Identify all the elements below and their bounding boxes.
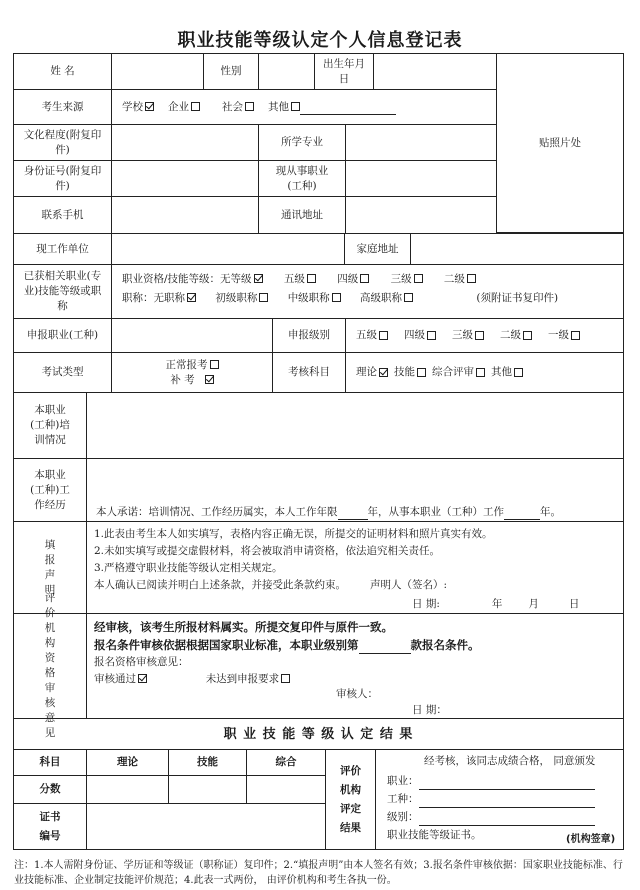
result-header-subject: 科目 [13,749,87,776]
score-skill[interactable] [168,775,247,804]
label-major: 所学专业 [258,124,346,161]
checkbox-icon[interactable] [414,274,423,283]
registration-form [14,54,624,851]
source-society[interactable]: 社会 [222,100,254,115]
checkbox-icon[interactable] [191,102,200,111]
declaration-date: 日 期: 年 月 日 [412,598,580,610]
checkbox-icon[interactable] [467,274,476,283]
field-major[interactable] [345,124,497,161]
org-sign: (机构签章) [566,834,616,845]
score-theory[interactable] [86,775,169,804]
declaration-line: 1.此表由考生本人如实填写，表格内容正确无误，所提交的证明材料和照片真实有效。 [94,528,493,540]
checkbox-icon[interactable] [523,331,532,340]
exam-normal[interactable]: 正常报考 [166,358,219,373]
field-current-job[interactable] [345,160,497,197]
form-title: 职业技能等级认定个人信息登记表 [177,30,463,51]
org-text: 经考核，该同志成绩合格， 同意颁发 [424,755,596,767]
checkbox-icon[interactable] [475,331,484,340]
title-note: (须附证书复印件) [476,292,559,304]
checkbox-icon[interactable] [514,368,523,377]
review-opinion-label: 报名资格审核意见： [94,656,189,668]
checkbox-checked-icon[interactable] [205,375,214,384]
title-level-row: 职称：无职称 初级职称 中级职称 高级职称 (须附证书复印件) [122,292,559,304]
result-title: 职 业 技 能 等 级 认 定 结 果 [13,718,624,750]
field-home-address[interactable] [410,233,624,265]
source-school[interactable]: 学校 [122,100,154,115]
label-exam-type: 考试类型 [13,352,112,393]
label-current-job: 现从事职业(工种) [258,160,346,197]
checkbox-checked-icon[interactable] [145,102,154,111]
photo-box: 贴照片处 [496,53,624,233]
checkbox-icon[interactable] [417,368,426,377]
checkbox-icon[interactable] [379,331,388,340]
declaration-text [94,526,493,594]
field-education[interactable] [111,124,259,161]
source-other-blank[interactable] [300,114,396,115]
declarant-label: 声明人（签名）: [370,579,448,591]
label-phone: 联系手机 [13,196,112,234]
source-enterprise[interactable]: 企业 [168,100,200,115]
org-fields: 职业： 工种： 级别： 职业技能等级证书。 [387,772,595,844]
score-comprehensive[interactable] [246,775,326,804]
apply-level-options: 五级 四级 三级 二级 一级 [345,318,624,353]
label-home-address: 家庭地址 [344,233,411,265]
checkbox-icon[interactable] [291,102,300,111]
checkbox-icon[interactable] [245,102,254,111]
field-birth[interactable] [373,53,497,90]
checkbox-icon[interactable] [259,293,268,302]
review-pass[interactable]: 审核通过 [94,673,147,685]
checkbox-icon[interactable] [476,368,485,377]
field-training[interactable] [86,392,624,459]
field-phone[interactable] [111,196,259,234]
result-header-theory: 理论 [86,749,169,776]
cert-label: 证书编号 [13,803,87,850]
org-label: 评价机构评定结果 [325,749,376,850]
field-work-unit[interactable] [111,233,345,265]
checkbox-icon[interactable] [210,360,219,369]
skill-level-row: 职业资格/技能等级：无等级 五级 四级 三级 二级 [122,272,476,287]
checkbox-icon[interactable] [404,293,413,302]
label-training: 本职业(工种)培训情况 [13,392,87,459]
label-experience: 本职业(工种)工作经历 [13,458,87,522]
field-cert-number[interactable] [86,803,326,850]
field-address[interactable] [345,196,497,234]
clause-blank[interactable] [359,653,411,654]
label-apply-job: 申报职业(工种) [13,318,112,353]
checkbox-checked-icon[interactable] [138,674,147,683]
score-label: 分数 [13,775,87,804]
label-education: 文化程度(附复印件) [13,124,112,161]
label-review: 评价机构资格审核意见 [13,613,87,719]
label-name: 姓 名 [13,53,112,90]
obtained-options [111,264,624,319]
result-header-skill: 技能 [168,749,247,776]
field-name[interactable] [111,53,204,90]
source-options [111,89,497,125]
label-exam-subject: 考核科目 [272,352,346,393]
checkbox-icon[interactable] [427,331,436,340]
label-birth: 出生年月日 [314,53,374,90]
review-date: 日 期： [412,704,447,716]
field-apply-job[interactable] [111,318,273,353]
exam-makeup[interactable]: 补 考 [170,373,213,388]
field-gender[interactable] [258,53,315,90]
declaration-line: 本人确认已阅读并明白上述条款，并接受此条款约束。 声明人（签名）: [94,579,448,591]
job-years-blank[interactable] [504,519,540,520]
exam-type-options [111,352,273,393]
label-address: 通讯地址 [258,196,346,234]
review-line: 报名条件审核依据根据国家职业标准，本职业级别第 款报名条件。 [94,638,480,652]
experience-commitment: 本人承诺：培训情况、工作经历属实，本人工作年限 年，从事本职业（工种）工作 年。 [96,506,561,518]
label-work-unit: 现工作单位 [13,233,112,265]
exam-subject-options: 理论 技能 综合评审 其他 [345,352,624,393]
label-declaration: 填报声明 [13,521,87,614]
years-blank[interactable] [338,519,368,520]
checkbox-icon[interactable] [307,274,316,283]
source-other[interactable]: 其他 [268,100,396,115]
checkbox-checked-icon[interactable] [187,293,196,302]
checkbox-checked-icon[interactable] [254,274,263,283]
review-statement [94,618,480,654]
declaration-line: 3.严格遵守职业技能等级认定相关规定。 [94,562,283,574]
field-id[interactable] [111,160,259,197]
checkbox-icon[interactable] [332,293,341,302]
footnote: 注：1.本人需附身份证、学历证和等级证（职称证）复印件；2.“填报声明”由本人签名有效；3.报名条件审核依据：国家职业技能标准、行业技能标准、企业制定技能评价规范；4.此表一式两份， 由评价机构和考生各执一份。 [14,860,623,886]
label-source: 考生来源 [13,89,112,125]
label-apply-level: 申报级别 [272,318,346,353]
checkbox-checked-icon[interactable] [379,368,388,377]
checkbox-icon[interactable] [281,674,290,683]
label-obtained: 已获相关职业(专业)技能等级或职称 [13,264,112,319]
org-cert-text: 职业技能等级证书。 [387,829,482,841]
declaration-line: 2.未如实填写或提交虚假材料，将会被取消申请资格，依法追究相关责任。 [94,545,441,557]
checkbox-icon[interactable] [360,274,369,283]
review-fail[interactable]: 未达到申报要求 [206,673,291,685]
review-opinion [94,654,290,688]
reviewer-label: 审核人： [336,688,378,700]
checkbox-icon[interactable] [571,331,580,340]
label-gender: 性别 [203,53,259,90]
review-line: 经审核，该考生所报材料属实。所提交复印件与原件一致。 [94,620,393,634]
label-id: 身份证号(附复印件) [13,160,112,197]
result-header-comprehensive: 综合 [246,749,326,776]
